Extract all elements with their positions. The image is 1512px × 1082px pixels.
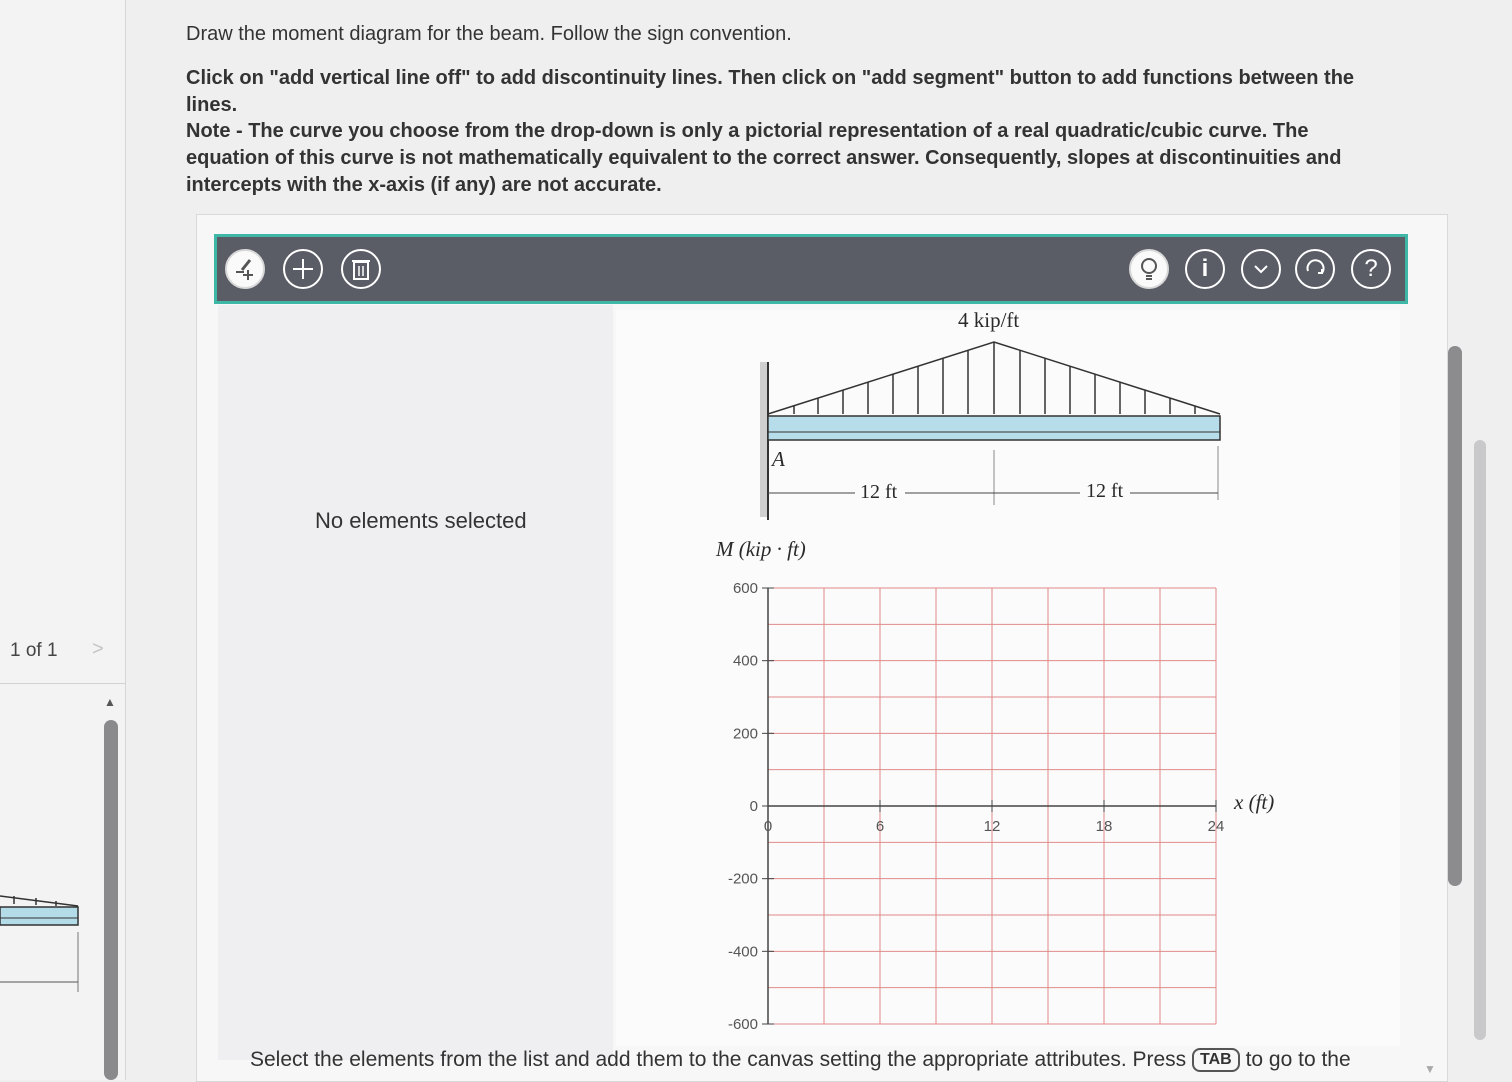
instruction-title: Draw the moment diagram for the beam. Follow the sign convention. [186, 23, 792, 45]
scroll-up-icon[interactable]: ▲ [104, 695, 116, 709]
x-axis-label: x (ft) [1234, 790, 1275, 814]
support-label: A [772, 447, 785, 471]
y-tick-label: -400 [727, 943, 758, 961]
left-pane [0, 0, 126, 1080]
info-icon[interactable]: i [1185, 249, 1225, 289]
instruction-add-lines: Click on "add vertical line off" to add discontinuity lines. Then click on "add segment" button to add functions between the lines. [186, 67, 1355, 116]
help-icon[interactable]: ? [1351, 249, 1391, 289]
bottom-instruction [250, 1048, 1351, 1072]
scroll-down-icon[interactable]: ▼ [1424, 1062, 1436, 1076]
span1-label: 12 ft [860, 481, 898, 503]
y-tick-label: 200 [732, 725, 758, 743]
delete-icon[interactable] [341, 249, 381, 289]
instruction-note: Note - The curve you choose from the drop-down is only a pictorial representation of a real quadratic/cubic curve. The equation of this curve is not mathematically equivalent to the correct answer. Consequently, slopes at discontinuities and intercepts with the x-axis (if any) are not accurate. [186, 120, 1342, 196]
y-tick-label: 0 [749, 798, 758, 815]
y-tick-label: 400 [732, 652, 758, 670]
span2-label: 12 ft [1086, 480, 1124, 502]
tab-key: TAB [1192, 1048, 1240, 1072]
beam-thumbnail[interactable] [0, 870, 80, 1000]
add-segment-icon[interactable] [283, 249, 323, 289]
x-tick-label: 18 [1095, 818, 1113, 835]
x-tick-label: 24 [1207, 818, 1225, 835]
hint-lightbulb-icon[interactable] [1129, 249, 1169, 289]
x-tick-label: 12 [983, 818, 1001, 835]
pager-next-button[interactable]: > [92, 638, 104, 660]
x-tick-label: 6 [875, 818, 885, 835]
load-label: 4 kip/ft [958, 308, 1020, 332]
chevron-down-icon[interactable] [1241, 249, 1281, 289]
left-scrollbar[interactable] [104, 720, 118, 1080]
bottom-instruction-end: to go to the [1245, 1048, 1351, 1071]
x-tick-label: 0 [763, 818, 773, 835]
no-elements-label: No elements selected [315, 508, 527, 533]
reset-icon[interactable] [1295, 249, 1335, 289]
drawing-canvas[interactable] [616, 310, 1400, 1046]
element-list[interactable] [218, 305, 613, 1060]
add-vertical-line-icon[interactable] [225, 249, 265, 289]
bottom-instruction-text: Select the elements from the list and add them to the canvas setting the appropriate attributes. Press [250, 1048, 1187, 1071]
y-tick-label: -200 [727, 870, 758, 888]
right-scrollbar[interactable] [1448, 346, 1462, 886]
divider [0, 683, 125, 684]
y-tick-label: -600 [727, 1016, 758, 1033]
pager-text: 1 of 1 [10, 640, 58, 661]
y-tick-label: 600 [732, 580, 758, 597]
toolbar [214, 234, 1408, 304]
y-axis-label: M (kip · ft) [716, 537, 806, 561]
page-scrollbar[interactable] [1474, 440, 1486, 1040]
